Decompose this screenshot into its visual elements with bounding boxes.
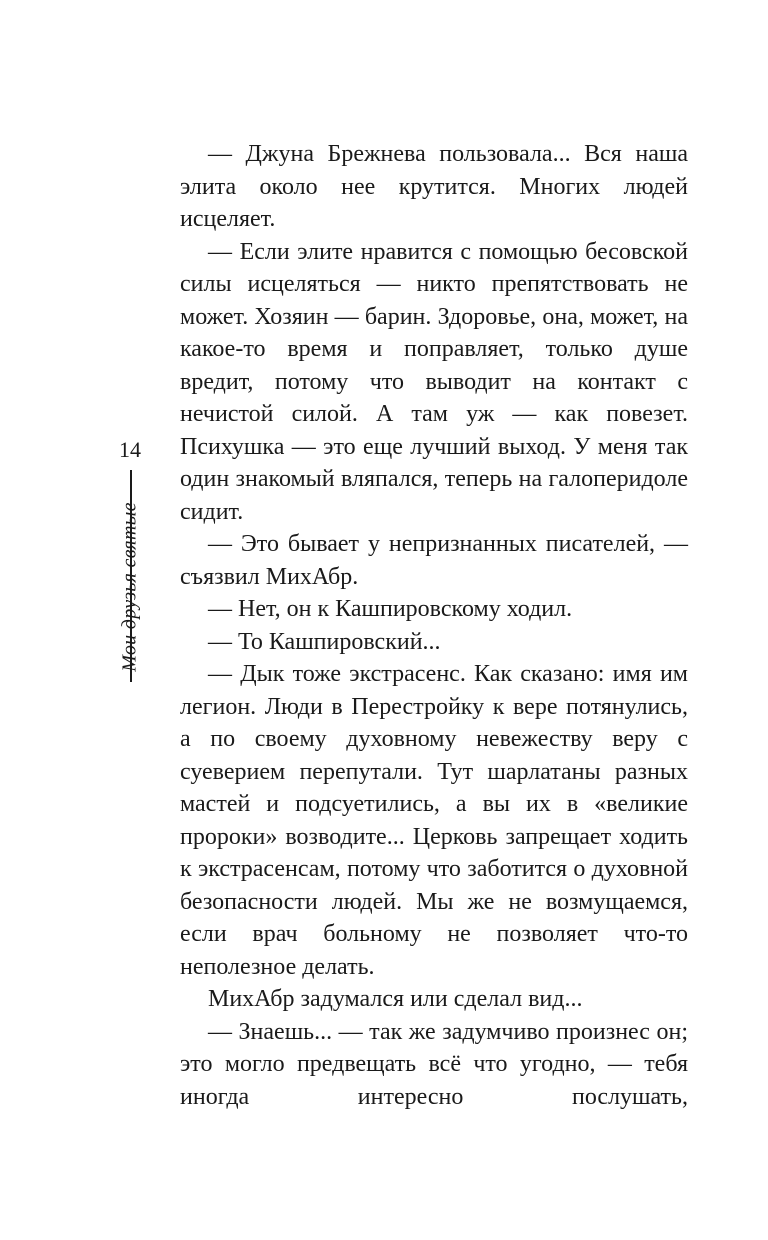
paragraph-4: — Нет, он к Кашпировскому ходил. [208,596,573,622]
paragraph-5: — То Кашпировский... [208,628,441,655]
paragraph-3: — Это бывает у непризнанных писателей, — съязвил МихАбр. [180,531,688,590]
paragraph-1: — Джуна Брежнева пользовала... Вся наша элита около нее крутится. Многих людей исцеляет. [180,141,688,232]
paragraph-7: МихАбр задумался или сделал вид... [208,986,583,1012]
page-number: 14 [119,437,141,462]
paragraph-8: — Знаешь... — так же задумчиво произнес он; это могло предвещать всё что угодно, — тебя иногда интересно послушать, [180,1018,688,1110]
paragraph-2: — Если элите нравится с помощью бесовской силы исцеляться — никто препятствовать не может. Хозяин — барин. Здоровье, она, может, на какое-то время и поправляет, только душе вредит, потому что выводит на контакт с нечистой силой. А там уж — как повезет. Психушка — это еще лучший выход. У меня так один знакомый вляпался, теперь на галоперидоле сидит. [180,238,688,525]
paragraph-6: — Дык тоже экстрасенс. Как сказано: имя им легион. Люди в Перестройку к вере потянулись, а по своему духовному невежеству веру с суеверием перепутали. Тут шарлатаны разных мастей и подсуетились, а вы их в «великие пророки» возводите... Церковь запрещает ходить к экстрасенсам, потому что заботится о духовной безопасности людей. Мы же не возмущаемся, если врач больному не позволяет что-то неполезное делать. [180,661,688,980]
running-head: Мои друзья святые [118,502,141,672]
main-text [180,138,688,1113]
